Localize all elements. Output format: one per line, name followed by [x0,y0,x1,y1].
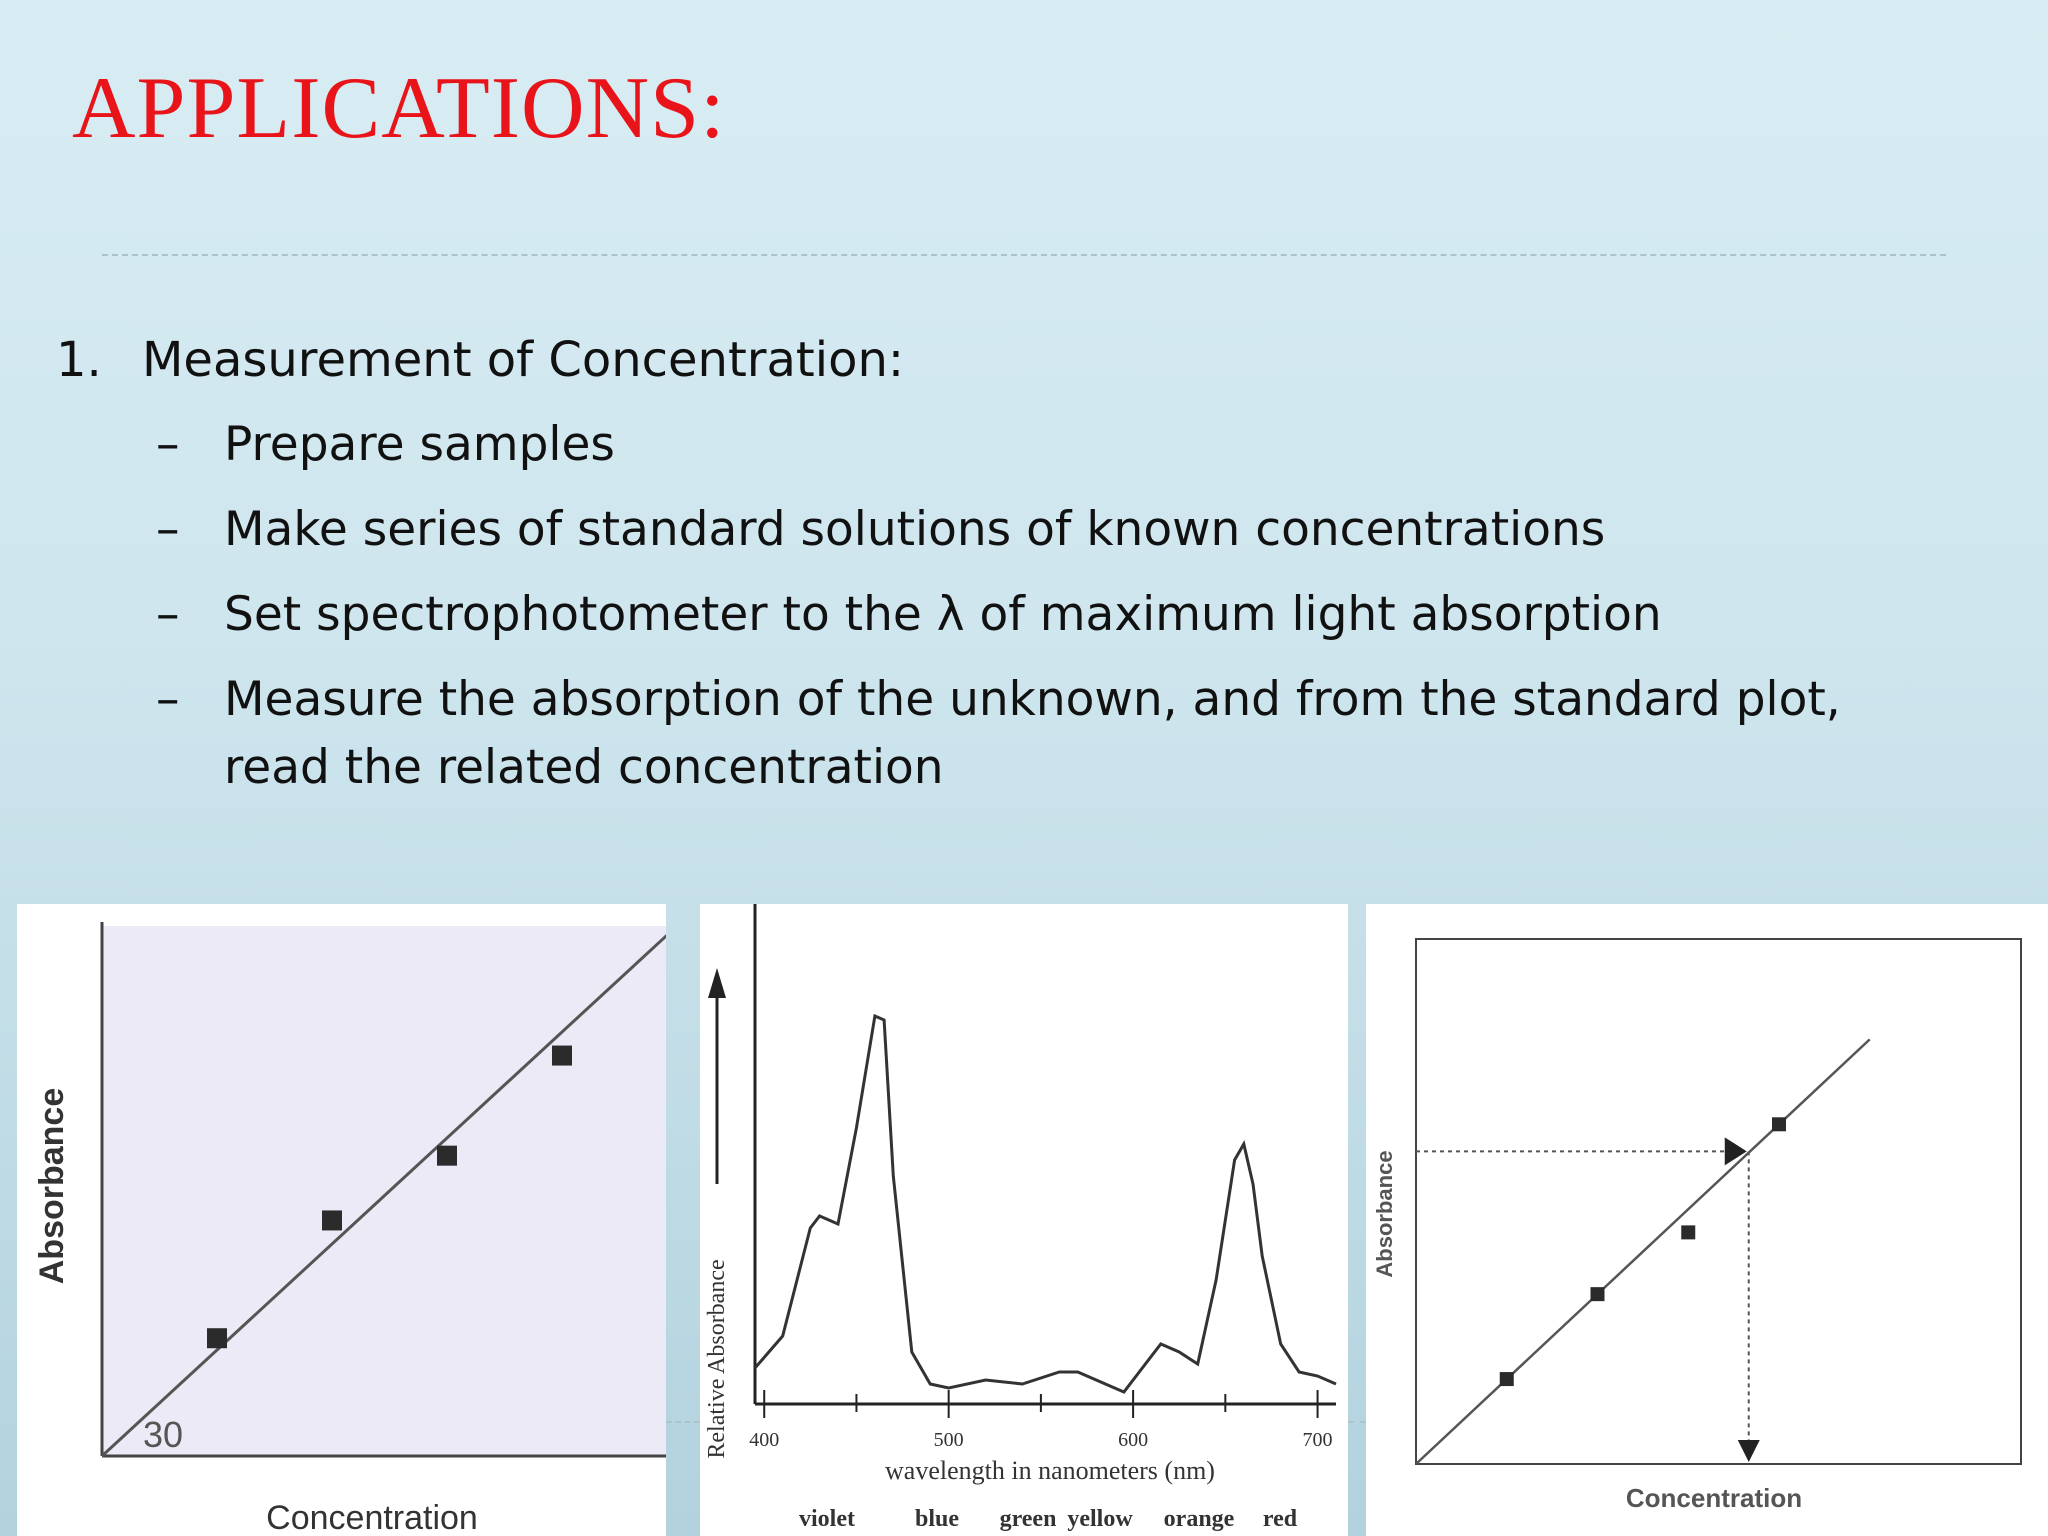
dash-bullet: – [156,502,180,557]
y-axis-label: Absorbance [33,1087,71,1285]
color-band-label: yellow [1067,1506,1133,1532]
data-point [1772,1117,1786,1131]
x-tick-label: 500 [933,1429,964,1451]
dash-bullet: – [156,587,180,642]
data-point [1681,1225,1695,1239]
data-point [552,1046,572,1066]
y-axis-label: Absorbance [1372,1150,1397,1278]
data-point [1500,1372,1514,1386]
sub-item-text: Prepare samples [224,417,615,472]
color-band-label: violet [799,1506,855,1532]
data-point [322,1210,342,1230]
sub-item [156,411,1956,479]
absorption-spectrum-chart [700,904,1348,1536]
color-band-label: orange [1163,1506,1235,1532]
down-arrow-icon [1738,1440,1760,1462]
x-axis-label: Concentration [266,1499,478,1536]
color-band-label: blue [914,1506,960,1532]
sub-item-text: Make series of standard solutions of known concentrations [224,502,1606,557]
slide-title: APPLICATIONS: [72,60,726,157]
list-number: 1. [56,332,102,388]
data-point [1591,1287,1605,1301]
sub-item [156,581,1956,649]
footer-dash-left [666,1421,700,1423]
data-point [437,1146,457,1166]
sub-item [156,666,1956,802]
standard-curve-svg [17,904,666,1536]
data-point [207,1328,227,1348]
sub-item [156,496,1956,564]
list-item-text: Measurement of Concentration: [142,332,905,388]
slide-content [56,326,1956,802]
x-axis-label: Concentration [1625,1483,1803,1513]
x-tick-label: 600 [1118,1429,1149,1451]
up-arrow-icon [708,968,726,998]
color-band-label: red [1262,1506,1298,1532]
x-tick-label: 700 [1302,1429,1333,1451]
y-axis-label: Relative Absorbance [704,1259,730,1459]
unknown-reading-svg [1366,904,2048,1536]
footer-dash-right [1348,1421,1366,1423]
spectrum-curve [755,1016,1336,1392]
title-divider [102,254,1946,256]
sub-item-text: Set spectrophotometer to the λ of maximum light absorption [224,587,1662,642]
dash-bullet: – [156,672,180,727]
fit-line [1416,1039,1870,1464]
dash-bullet: – [156,417,180,472]
absorption-spectrum-svg [700,904,1348,1536]
x-axis-label: wavelength in nanometers (nm) [885,1456,1215,1485]
standard-curve-chart [17,904,666,1536]
x-tick-label: 400 [749,1429,780,1451]
list-item-1 [56,326,1956,394]
right-arrow-icon [1725,1137,1747,1165]
sub-item-text: Measure the absorption of the unknown, and from the standard plot, read the related concentration [224,672,1841,795]
page-number: 30 [143,1414,184,1455]
color-band-label: green [999,1506,1057,1532]
unknown-reading-chart [1366,904,2048,1536]
